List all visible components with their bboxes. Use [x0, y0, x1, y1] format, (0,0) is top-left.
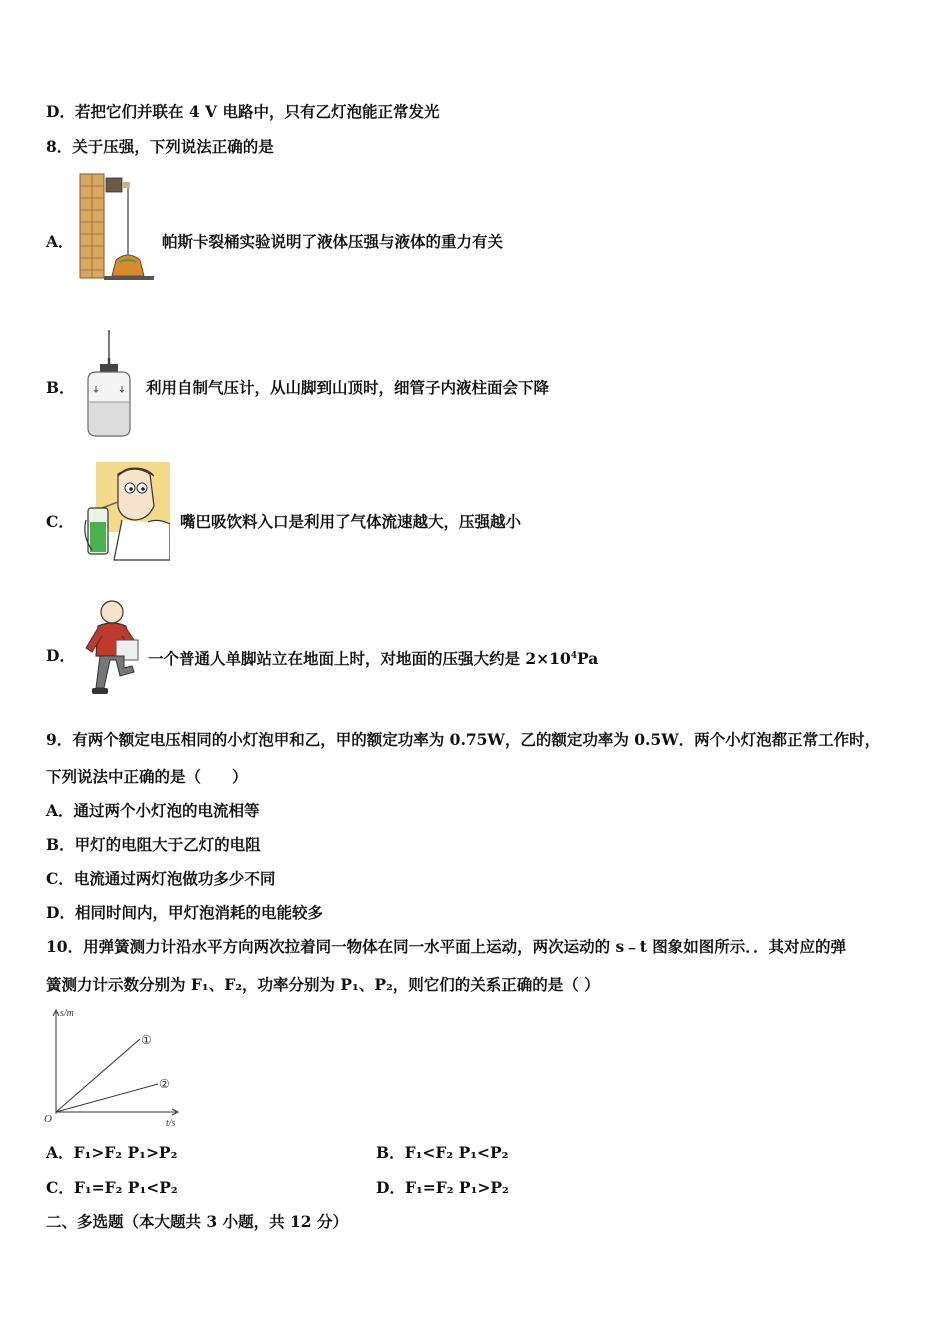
q8-option-d-label: D．	[46, 646, 75, 665]
q8-option-b-label: B．	[46, 378, 75, 397]
q9-option-b: B．甲灯的电阻大于乙灯的电阻	[46, 835, 261, 854]
homemade-barometer-illustration	[82, 328, 138, 440]
q9-option-d: D．相同时间内，甲灯泡消耗的电能较多	[46, 903, 323, 922]
q10-stem-line1: 10．用弹簧测力计沿水平方向两次拉着同一物体在同一水平面上运动，两次运动的 s﹣t 图象如图所示．．其对应的弹	[46, 937, 847, 956]
line-1	[56, 1039, 140, 1112]
origin-label: O	[44, 1113, 52, 1125]
person-standing-one-foot-illustration	[80, 596, 146, 698]
q8-option-b-text: 利用自制气压计，从山脚到山顶时，细管子内液柱面会下降	[146, 378, 550, 397]
q10-stem-line2: 簧测力计示数分别为 F₁、F₂，功率分别为 P₁、P₂，则它们的关系正确的是（ ）	[46, 975, 600, 994]
x-axis-label: t/s	[166, 1118, 176, 1129]
q8-option-c-text: 嘴巴吸饮料入口是利用了气体流速越大，压强越小	[180, 512, 522, 531]
line-2	[56, 1084, 158, 1112]
q9-stem-line1: 9．有两个额定电压相同的小灯泡甲和乙，甲的额定功率为 0.75W，乙的额定功率为 0.5W．两个小灯泡都正常工作时，	[46, 730, 881, 749]
q10-option-b: B．F₁<F₂ P₁<P₂	[376, 1143, 509, 1162]
line-2-label: ②	[159, 1077, 170, 1091]
drinking-straw-boy-illustration	[78, 460, 170, 562]
q10-option-d: D．F₁=F₂ P₁>P₂	[376, 1178, 509, 1197]
q8-option-d-text: 一个普通人单脚站立在地面上时，对地面的压强大约是 $2\times 10^4Pa$	[148, 649, 599, 669]
q10-option-a: A．F₁>F₂ P₁>P₂	[46, 1143, 178, 1162]
q9-option-a: A．通过两个小灯泡的电流相等	[46, 801, 260, 820]
q7-option-d: D．若把它们并联在 4 V 电路中，只有乙灯泡能正常发光	[46, 102, 440, 121]
q8-stem: 8．关于压强，下列说法正确的是	[46, 137, 274, 156]
q9-stem-line2: 下列说法中正确的是（ ）	[46, 767, 248, 786]
q8-option-c-label: C．	[46, 512, 74, 531]
pascal-barrel-illustration	[76, 170, 156, 284]
line-1-label: ①	[141, 1033, 152, 1047]
q10-option-c: C．F₁=F₂ P₁<P₂	[46, 1178, 178, 1197]
q8-option-a-label: A．	[46, 232, 74, 251]
q9-option-c: C．电流通过两灯泡做功多少不同	[46, 869, 276, 888]
q8-option-a-text: 帕斯卡裂桶实验说明了液体压强与液体的重力有关	[162, 232, 504, 251]
y-axis-label: s/m	[60, 1008, 74, 1019]
section-2-heading: 二、多选题（本大题共 3 小题，共 12 分）	[46, 1212, 348, 1231]
s-t-graph	[40, 1006, 190, 1130]
